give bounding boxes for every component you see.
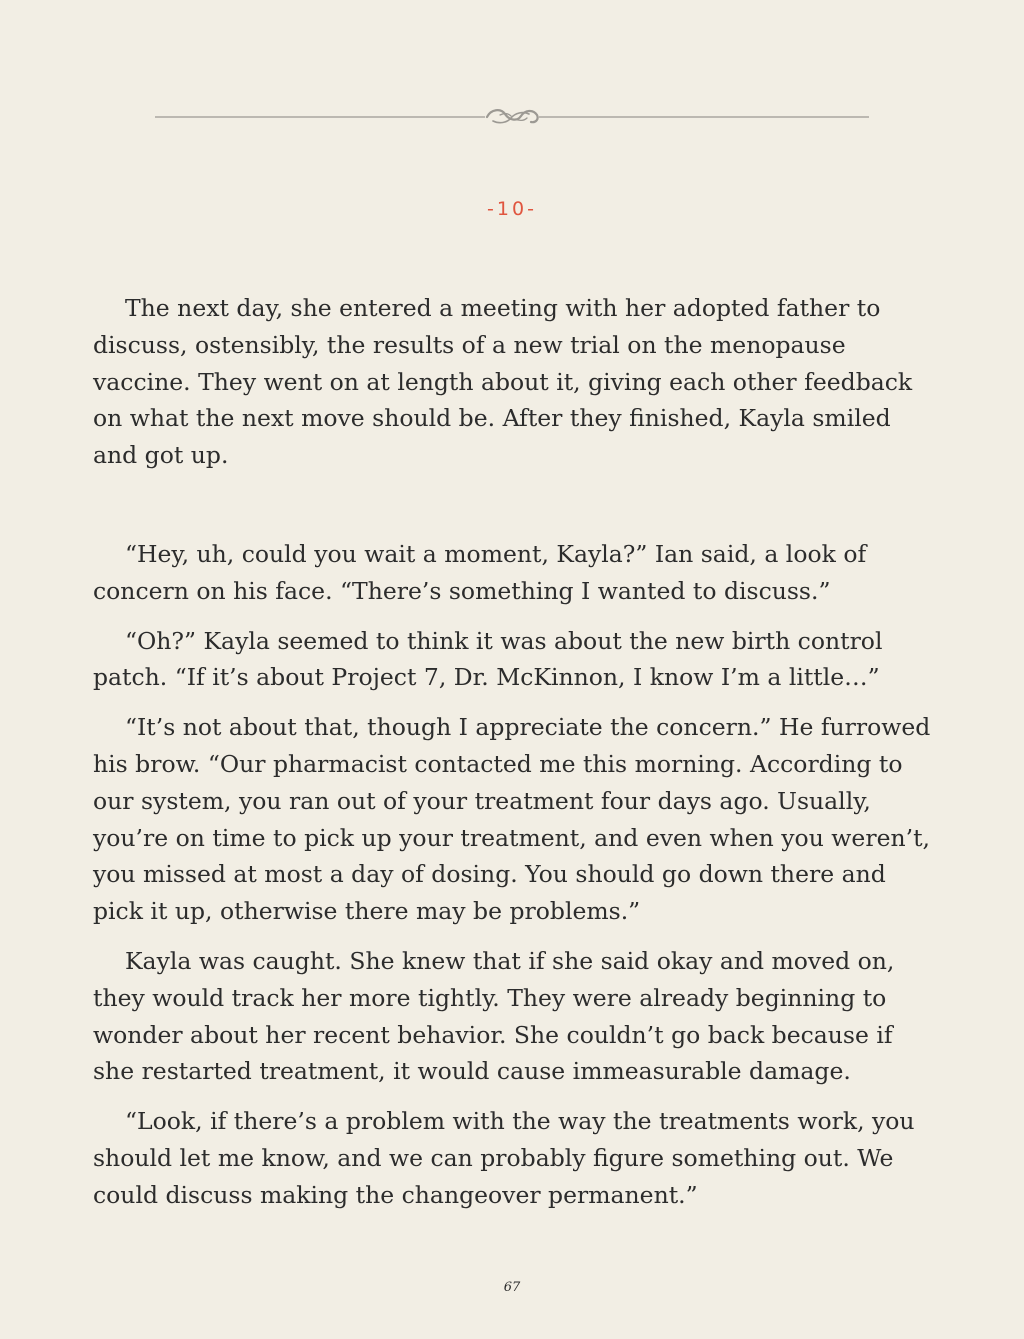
chapter-number: -10- — [487, 198, 537, 220]
paragraph: “Hey, uh, could you wait a moment, Kayla?” Ian said, a look of concern on his face. “There’s something I wanted to discuss.” — [93, 539, 867, 605]
flourish-divider-icon — [155, 104, 869, 130]
page-number: 67 — [503, 1280, 521, 1295]
paragraph: “Oh?” Kayla seemed to think it was about the new birth control patch. “If it’s about Project 7, Dr. McKinnon, I know I’m a little…” — [93, 626, 883, 692]
paragraph: “It’s not about that, though I appreciate the concern.” He furrowed his brow. “Our pharmacist contacted me this morning. According to our system, you ran out of your treatment four days ago. Usually, you’re on time to pick up your treatment, and even when you weren’t, you missed at most a day of dosing. You should go down there and pick it up, otherwise there may be problems.” — [93, 713, 931, 926]
paragraph: “Look, if there’s a problem with the way the treatments work, you should let me know, and we can probably figure something out. We could discuss making the changeover permanent.” — [93, 1107, 915, 1209]
paragraph: Kayla was caught. She knew that if she said okay and moved on, they would track her more tightly. They were already beginning to wonder about her recent behavior. She couldn’t go back because if she restarted treatment, it would cause immeasurable damage. — [93, 946, 895, 1086]
paragraph: The next day, she entered a meeting with her adopted father to discuss, ostensibly, the results of a new trial on the menopause vaccine. They went on at length about it, giving each other feedback on what the next move should be. After they finished, Kayla smiled and got up. — [93, 294, 913, 470]
ornamental-divider — [155, 104, 869, 130]
chapter-body — [93, 290, 938, 1227]
